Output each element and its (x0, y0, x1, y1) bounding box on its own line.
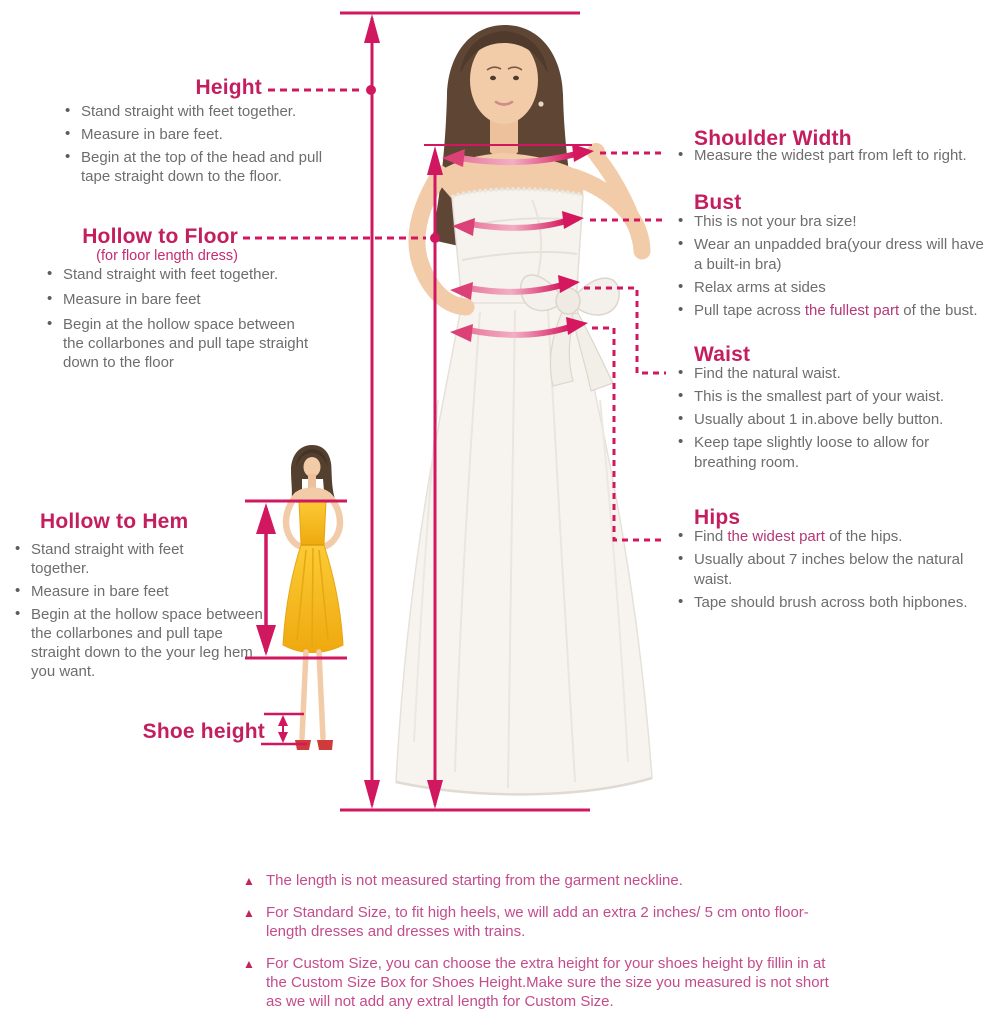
list-item: • Stand straight with feet together. (46, 265, 318, 284)
list-item: • This is the smallest part of your waist. (678, 387, 990, 407)
list-item: • Stand straight with feet together. (64, 102, 326, 121)
bullet-highlight: the widest part (727, 528, 825, 545)
list-item (678, 527, 994, 547)
height-connector-line (268, 85, 376, 95)
bullet-highlight: the fullest part (804, 302, 900, 319)
note-item (243, 903, 833, 941)
warning-triangle-icon: ▲ (243, 874, 255, 888)
hollow-to-hem-title: Hollow to Hem (40, 510, 189, 533)
list-item: • Relax arms at sides (678, 278, 990, 298)
list-item: • Find the natural waist. (678, 364, 990, 384)
note-text: For Standard Size, to fit high heels, we will add an extra 2 inches/ 5 cm onto floor-length dresses and dresses with trains. (266, 904, 809, 940)
list-item: • Measure in bare feet. (64, 125, 326, 144)
height-instructions (64, 102, 326, 190)
shoulder-width-instructions (678, 146, 998, 169)
list-item: • Begin at the hollow space between the collarbones and pull tape straight down to the your leg hem you want. (14, 605, 276, 681)
shoulder-width-title: Shoulder Width (694, 127, 852, 150)
waist-instructions (678, 364, 990, 476)
shoe-height-title: Shoe height (142, 720, 265, 743)
list-item: • Stand straight with feet together. (14, 540, 211, 578)
bust-title: Bust (694, 191, 742, 214)
waist-title: Waist (694, 343, 751, 366)
bullet-text: of the hips. (824, 528, 903, 545)
hips-instructions (678, 527, 994, 616)
list-item: • Begin at the hollow space between the collarbones and pull tape straight down to the floor (46, 315, 315, 372)
list-item: • Wear an unpadded bra(your dress will have a built-in bra) (678, 235, 990, 275)
note-item (243, 954, 833, 1011)
height-title: Height (195, 76, 262, 99)
hollow-to-hem-instructions (14, 540, 278, 685)
list-item: • Begin at the top of the head and pull tape straight down to the floor. (64, 148, 326, 186)
list-item: • Keep tape slightly loose to allow for breathing room. (678, 433, 990, 473)
list-item: • Measure in bare feet (46, 290, 318, 309)
list-item: • Measure in bare feet (14, 582, 278, 601)
list-item: • Measure the widest part from left to right. (678, 146, 998, 166)
list-item: • Tape should brush across both hipbones. (678, 593, 994, 613)
list-item (678, 301, 990, 321)
bullet-text: Pull tape across (694, 302, 805, 319)
hollow-to-floor-instructions (46, 265, 318, 376)
bullet-text: of the bust. (899, 302, 978, 319)
warning-triangle-icon: ▲ (243, 957, 255, 971)
hips-title: Hips (694, 506, 741, 529)
footnotes (243, 871, 833, 1024)
note-item (243, 871, 833, 890)
note-text: The length is not measured starting from the garment neckline. (266, 872, 683, 889)
small-model-figure (283, 445, 343, 750)
hollow-to-floor-subtitle: (for floor length dress) (96, 248, 238, 264)
bust-instructions (678, 212, 990, 324)
list-item: • This is not your bra size! (678, 212, 990, 232)
note-text: For Custom Size, you can choose the extra height for your shoes height by fillin in at the Custom Size Box for Shoes Height.Make sure the size you measured is not short as we will not add any extral length for Custom Size. (266, 955, 829, 1010)
bullet-text: Find (694, 528, 728, 545)
hollow-to-floor-title: Hollow to Floor (82, 225, 238, 248)
warning-triangle-icon: ▲ (243, 906, 255, 920)
list-item: • Usually about 1 in.above belly button. (678, 410, 990, 430)
list-item: • Usually about 7 inches below the natural waist. (678, 550, 994, 590)
